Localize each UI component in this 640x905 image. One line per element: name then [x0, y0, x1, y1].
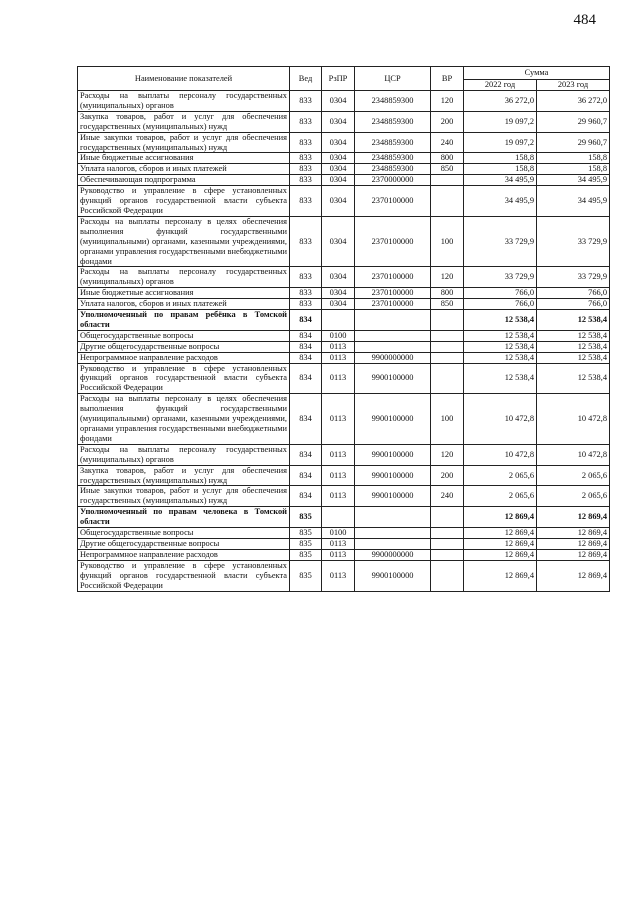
row-name: Уплата налогов, сборов и иных платежей	[78, 164, 290, 175]
row-name: Другие общегосударственные вопросы	[78, 538, 290, 549]
table-row	[78, 341, 610, 352]
header-vr: ВР	[431, 67, 464, 91]
row-vr	[431, 363, 464, 394]
row-csr: 9900100000	[355, 394, 431, 445]
row-name: Иные бюджетные ассигнования	[78, 288, 290, 299]
row-vr: 800	[431, 153, 464, 164]
row-vr	[431, 352, 464, 363]
row-rzpr: 0113	[322, 363, 355, 394]
row-vr: 800	[431, 288, 464, 299]
row-csr: 9900100000	[355, 444, 431, 465]
row-name: Руководство и управление в сфере установленных функций органов государственной власти субъекта Российской Федерации	[78, 186, 290, 217]
row-sum-2022: 2 065,6	[464, 465, 537, 486]
table-row	[78, 186, 610, 217]
row-name: Иные бюджетные ассигнования	[78, 153, 290, 164]
row-name: Иные закупки товаров, работ и услуг для обеспечения государственных (муниципальных) нужд	[78, 486, 290, 507]
row-ved: 834	[290, 341, 322, 352]
row-sum-2023: 33 729,9	[537, 216, 610, 267]
row-name: Расходы на выплаты персоналу государственных (муниципальных) органов	[78, 267, 290, 288]
row-sum-2023: 10 472,8	[537, 394, 610, 445]
row-ved: 834	[290, 465, 322, 486]
table-body	[78, 91, 610, 592]
row-ved: 835	[290, 560, 322, 591]
row-sum-2023: 12 538,4	[537, 363, 610, 394]
row-csr: 9900100000	[355, 465, 431, 486]
row-rzpr: 0113	[322, 486, 355, 507]
row-sum-2022: 12 538,4	[464, 341, 537, 352]
row-name: Другие общегосударственные вопросы	[78, 341, 290, 352]
row-csr: 9900100000	[355, 363, 431, 394]
row-sum-2023: 158,8	[537, 164, 610, 175]
table-row	[78, 352, 610, 363]
row-csr: 2370100000	[355, 186, 431, 217]
row-rzpr: 0113	[322, 341, 355, 352]
row-vr	[431, 549, 464, 560]
row-sum-2022: 10 472,8	[464, 394, 537, 445]
row-ved: 833	[290, 216, 322, 267]
row-ved: 835	[290, 538, 322, 549]
table-row	[78, 216, 610, 267]
table-row	[78, 175, 610, 186]
row-vr: 200	[431, 465, 464, 486]
row-name: Общегосударственные вопросы	[78, 528, 290, 539]
row-name: Уполномоченный по правам человека в Томской области	[78, 507, 290, 528]
row-sum-2022: 10 472,8	[464, 444, 537, 465]
row-sum-2023: 12 538,4	[537, 330, 610, 341]
table-row	[78, 507, 610, 528]
row-sum-2023: 766,0	[537, 299, 610, 310]
row-sum-2023: 29 960,7	[537, 111, 610, 132]
row-csr: 2370100000	[355, 288, 431, 299]
row-sum-2022: 33 729,9	[464, 267, 537, 288]
row-sum-2023: 12 538,4	[537, 310, 610, 331]
table-row	[78, 549, 610, 560]
header-year-2023: 2023 год	[537, 80, 610, 91]
row-ved: 834	[290, 310, 322, 331]
table-row	[78, 330, 610, 341]
header-sum: Сумма	[464, 67, 610, 80]
row-csr	[355, 310, 431, 331]
row-ved: 833	[290, 186, 322, 217]
row-sum-2022: 158,8	[464, 164, 537, 175]
row-sum-2022: 12 869,4	[464, 528, 537, 539]
row-sum-2023: 33 729,9	[537, 267, 610, 288]
row-sum-2022: 36 272,0	[464, 91, 537, 112]
budget-table	[77, 66, 610, 592]
table-row	[78, 560, 610, 591]
table-row	[78, 538, 610, 549]
row-ved: 833	[290, 267, 322, 288]
row-vr: 120	[431, 444, 464, 465]
table-row	[78, 111, 610, 132]
row-csr: 9900100000	[355, 486, 431, 507]
row-ved: 833	[290, 111, 322, 132]
row-ved: 835	[290, 528, 322, 539]
row-rzpr: 0304	[322, 132, 355, 153]
table-row	[78, 528, 610, 539]
row-vr: 200	[431, 111, 464, 132]
row-name: Общегосударственные вопросы	[78, 330, 290, 341]
header-name: Наименование показателей	[78, 67, 290, 91]
row-rzpr: 0113	[322, 549, 355, 560]
header-ved: Вед	[290, 67, 322, 91]
row-name: Иные закупки товаров, работ и услуг для обеспечения государственных (муниципальных) нужд	[78, 132, 290, 153]
row-csr	[355, 330, 431, 341]
row-vr: 100	[431, 394, 464, 445]
row-csr: 2370100000	[355, 267, 431, 288]
row-sum-2022: 12 869,4	[464, 549, 537, 560]
row-sum-2023: 12 538,4	[537, 352, 610, 363]
table-row	[78, 164, 610, 175]
row-sum-2023: 12 869,4	[537, 538, 610, 549]
row-csr: 2348859300	[355, 111, 431, 132]
row-csr	[355, 507, 431, 528]
row-sum-2022: 2 065,6	[464, 486, 537, 507]
row-name: Закупка товаров, работ и услуг для обеспечения государственных (муниципальных) нужд	[78, 465, 290, 486]
row-sum-2022: 158,8	[464, 153, 537, 164]
row-vr	[431, 528, 464, 539]
row-ved: 833	[290, 164, 322, 175]
row-sum-2023: 12 869,4	[537, 528, 610, 539]
row-vr	[431, 330, 464, 341]
row-ved: 833	[290, 91, 322, 112]
row-ved: 835	[290, 549, 322, 560]
row-name: Руководство и управление в сфере установленных функций органов государственной власти субъекта Российской Федерации	[78, 363, 290, 394]
row-vr	[431, 560, 464, 591]
row-sum-2022: 766,0	[464, 288, 537, 299]
table-row	[78, 486, 610, 507]
table-row	[78, 444, 610, 465]
table-row	[78, 465, 610, 486]
row-vr: 240	[431, 486, 464, 507]
row-rzpr: 0304	[322, 91, 355, 112]
row-sum-2023: 12 869,4	[537, 549, 610, 560]
row-sum-2023: 36 272,0	[537, 91, 610, 112]
row-vr	[431, 186, 464, 217]
row-vr: 100	[431, 216, 464, 267]
row-ved: 833	[290, 132, 322, 153]
row-vr	[431, 538, 464, 549]
row-rzpr: 0304	[322, 153, 355, 164]
row-sum-2022: 19 097,2	[464, 111, 537, 132]
row-ved: 833	[290, 175, 322, 186]
row-rzpr: 0113	[322, 444, 355, 465]
row-csr: 9900100000	[355, 560, 431, 591]
row-sum-2022: 12 869,4	[464, 538, 537, 549]
table-row	[78, 394, 610, 445]
row-ved: 834	[290, 444, 322, 465]
row-rzpr: 0304	[322, 216, 355, 267]
header-rzpr: РзПР	[322, 67, 355, 91]
row-sum-2023: 12 538,4	[537, 341, 610, 352]
row-vr: 850	[431, 299, 464, 310]
row-name: Расходы на выплаты персоналу в целях обеспечения выполнения функций государственными (муниципальными) органами, казенными учреждениями, органами управления государственными внебюджетными фондами	[78, 394, 290, 445]
row-rzpr: 0304	[322, 288, 355, 299]
row-csr: 2370100000	[355, 299, 431, 310]
table-row	[78, 363, 610, 394]
row-sum-2023: 766,0	[537, 288, 610, 299]
row-sum-2023: 10 472,8	[537, 444, 610, 465]
row-name: Уполномоченный по правам ребёнка в Томской области	[78, 310, 290, 331]
row-sum-2022: 12 538,4	[464, 363, 537, 394]
row-ved: 833	[290, 153, 322, 164]
row-vr	[431, 175, 464, 186]
table-row	[78, 267, 610, 288]
row-rzpr: 0113	[322, 394, 355, 445]
row-csr	[355, 341, 431, 352]
table-row	[78, 310, 610, 331]
row-sum-2023: 2 065,6	[537, 465, 610, 486]
row-rzpr: 0304	[322, 267, 355, 288]
row-sum-2022: 12 538,4	[464, 352, 537, 363]
row-rzpr: 0113	[322, 465, 355, 486]
row-rzpr: 0100	[322, 528, 355, 539]
row-name: Расходы на выплаты персоналу государственных (муниципальных) органов	[78, 444, 290, 465]
row-rzpr: 0304	[322, 299, 355, 310]
row-sum-2022: 12 869,4	[464, 507, 537, 528]
row-vr: 240	[431, 132, 464, 153]
table-row	[78, 132, 610, 153]
row-name: Руководство и управление в сфере установленных функций органов государственной власти субъекта Российской Федерации	[78, 560, 290, 591]
row-csr: 2348859300	[355, 132, 431, 153]
row-vr: 120	[431, 267, 464, 288]
row-vr	[431, 341, 464, 352]
row-sum-2022: 12 869,4	[464, 560, 537, 591]
row-name: Расходы на выплаты персоналу государственных (муниципальных) органов	[78, 91, 290, 112]
row-rzpr	[322, 310, 355, 331]
row-rzpr: 0304	[322, 186, 355, 217]
row-csr	[355, 528, 431, 539]
header-year-2022: 2022 год	[464, 80, 537, 91]
row-name: Расходы на выплаты персоналу в целях обеспечения выполнения функций государственными (муниципальными) органами, казенными учреждениями, органами управления государственными внебюджетными фондами	[78, 216, 290, 267]
row-rzpr: 0304	[322, 164, 355, 175]
row-vr	[431, 310, 464, 331]
row-sum-2022: 766,0	[464, 299, 537, 310]
row-name: Непрограммное направление расходов	[78, 549, 290, 560]
row-ved: 834	[290, 352, 322, 363]
row-vr	[431, 507, 464, 528]
row-rzpr: 0113	[322, 352, 355, 363]
row-ved: 834	[290, 330, 322, 341]
row-vr: 120	[431, 91, 464, 112]
table-row	[78, 288, 610, 299]
row-csr: 9900000000	[355, 549, 431, 560]
row-vr: 850	[431, 164, 464, 175]
row-rzpr	[322, 507, 355, 528]
row-rzpr: 0304	[322, 175, 355, 186]
row-ved: 834	[290, 363, 322, 394]
row-name: Обеспечивающая подпрограмма	[78, 175, 290, 186]
row-csr: 2370000000	[355, 175, 431, 186]
row-csr: 2348859300	[355, 164, 431, 175]
row-sum-2022: 33 729,9	[464, 216, 537, 267]
row-csr: 2370100000	[355, 216, 431, 267]
page-number: 484	[573, 12, 596, 28]
row-sum-2023: 29 960,7	[537, 132, 610, 153]
row-csr: 9900000000	[355, 352, 431, 363]
row-sum-2022: 34 495,9	[464, 186, 537, 217]
row-sum-2023: 12 869,4	[537, 507, 610, 528]
row-rzpr: 0100	[322, 330, 355, 341]
row-csr: 2348859300	[355, 153, 431, 164]
row-rzpr: 0113	[322, 538, 355, 549]
row-ved: 835	[290, 507, 322, 528]
row-name: Уплата налогов, сборов и иных платежей	[78, 299, 290, 310]
table-row	[78, 91, 610, 112]
row-name: Закупка товаров, работ и услуг для обеспечения государственных (муниципальных) нужд	[78, 111, 290, 132]
row-sum-2022: 19 097,2	[464, 132, 537, 153]
row-sum-2023: 158,8	[537, 153, 610, 164]
row-csr: 2348859300	[355, 91, 431, 112]
row-rzpr: 0113	[322, 560, 355, 591]
row-csr	[355, 538, 431, 549]
row-ved: 834	[290, 486, 322, 507]
row-ved: 834	[290, 394, 322, 445]
table-row	[78, 153, 610, 164]
row-ved: 833	[290, 288, 322, 299]
row-sum-2023: 12 869,4	[537, 560, 610, 591]
header-csr: ЦСР	[355, 67, 431, 91]
row-sum-2023: 34 495,9	[537, 175, 610, 186]
row-sum-2023: 2 065,6	[537, 486, 610, 507]
row-sum-2022: 34 495,9	[464, 175, 537, 186]
row-sum-2022: 12 538,4	[464, 330, 537, 341]
row-name: Непрограммное направление расходов	[78, 352, 290, 363]
row-sum-2022: 12 538,4	[464, 310, 537, 331]
row-rzpr: 0304	[322, 111, 355, 132]
row-sum-2023: 34 495,9	[537, 186, 610, 217]
table-row	[78, 299, 610, 310]
row-ved: 833	[290, 299, 322, 310]
